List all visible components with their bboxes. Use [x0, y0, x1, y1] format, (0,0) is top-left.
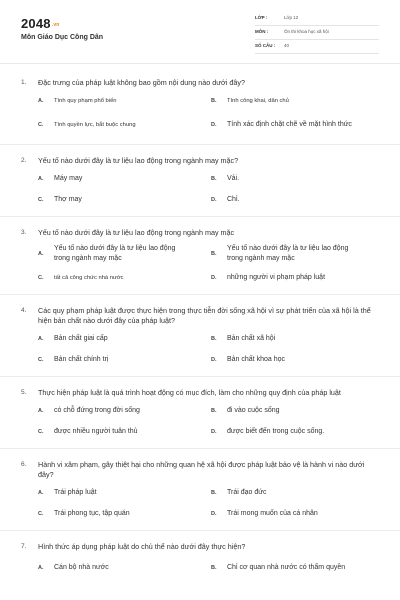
question-6 — [0, 460, 400, 531]
option-row — [0, 485, 400, 501]
question-separator — [0, 530, 400, 531]
question-7 — [0, 542, 400, 579]
option-text: Trái phong tục, tập quán — [54, 510, 130, 517]
option-text: Trái đạo đức — [227, 489, 267, 496]
option-letter: C. — [38, 122, 44, 128]
option-text: tất cả công chức nhà nước — [54, 275, 124, 281]
option-d[interactable] — [211, 352, 351, 368]
option-letter: C. — [38, 511, 44, 517]
meta-value: 40 — [284, 43, 290, 48]
option-c[interactable] — [38, 192, 178, 208]
question-number: 5. — [21, 389, 27, 396]
option-text: đi vào cuộc sống — [227, 407, 280, 414]
option-letter: D. — [211, 197, 217, 203]
option-a[interactable] — [38, 93, 178, 109]
option-letter: C. — [38, 197, 44, 203]
option-letter: D. — [211, 511, 217, 517]
option-letter: C. — [38, 429, 44, 435]
option-letter: B. — [211, 98, 217, 104]
option-text: Trái pháp luật — [54, 489, 97, 496]
option-letter: A. — [38, 490, 44, 496]
option-row — [0, 270, 400, 286]
option-text: Bản chất khoa học — [227, 356, 285, 363]
question-separator — [0, 294, 400, 295]
question-list — [0, 78, 400, 590]
option-b[interactable] — [211, 171, 351, 187]
option-a[interactable] — [38, 331, 178, 347]
option-letter: D. — [211, 357, 217, 363]
option-letter: A. — [38, 336, 44, 342]
option-c[interactable] — [38, 424, 178, 440]
option-b[interactable] — [211, 243, 351, 265]
option-d[interactable] — [211, 192, 351, 208]
question-number: 4. — [21, 307, 27, 314]
option-c[interactable] — [38, 352, 178, 368]
option-letter: D. — [211, 429, 217, 435]
option-text: Chỉ. — [227, 196, 240, 203]
option-text: Yếu tố nào dưới đây là tư liệu lao động trong ngành may mặc — [54, 245, 176, 262]
meta-label: LỚP : — [255, 15, 268, 20]
option-text: Cán bộ nhà nước — [54, 564, 109, 571]
option-row — [0, 93, 400, 109]
question-number: 2. — [21, 157, 27, 164]
header-divider — [0, 63, 400, 64]
question-number: 7. — [21, 543, 27, 550]
option-letter: B. — [211, 408, 217, 414]
option-row — [0, 171, 400, 187]
option-letter: A. — [38, 176, 44, 182]
option-text: có chỗ đứng trong đời sống — [54, 407, 140, 414]
option-a[interactable] — [38, 403, 178, 419]
question-text-wrap — [0, 460, 400, 480]
option-d[interactable] — [211, 270, 351, 286]
question-separator — [0, 376, 400, 377]
question-separator — [0, 216, 400, 217]
option-text: Chỉ cơ quan nhà nước có thẩm quyền — [227, 564, 346, 571]
option-letter: B. — [211, 565, 217, 571]
option-row — [0, 403, 400, 419]
option-letter: B. — [211, 490, 217, 496]
meta-value: Ôn thi khoa học xã hội — [284, 29, 329, 34]
question-text-wrap — [0, 388, 400, 398]
logo-text: 2048 — [21, 16, 51, 31]
option-letter: C. — [38, 275, 44, 281]
question-text-wrap — [0, 306, 400, 326]
option-text: Yếu tố nào dưới đây là tư liệu lao động trong ngành may mặc — [227, 245, 349, 262]
option-letter: D. — [211, 122, 217, 128]
option-b[interactable] — [211, 93, 351, 109]
option-letter: B. — [211, 336, 217, 342]
question-text-wrap — [0, 156, 400, 166]
option-row — [0, 352, 400, 368]
option-d[interactable] — [211, 506, 351, 522]
meta-value: Lớp 12 — [284, 15, 299, 20]
option-letter: B. — [211, 176, 217, 182]
option-b[interactable] — [211, 557, 351, 579]
question-number: 3. — [21, 229, 27, 236]
option-text: Bản chất xã hội — [227, 335, 276, 342]
question-text-wrap — [0, 542, 400, 552]
option-row — [0, 424, 400, 440]
question-1 — [0, 78, 400, 145]
question-text: Yếu tố nào dưới đây là tư liệu lao động trong ngành may mặc? — [38, 156, 239, 165]
option-a[interactable] — [38, 243, 178, 265]
subject-title: Môn Giáo Dục Công Dân — [21, 34, 104, 41]
question-number: 6. — [21, 461, 27, 468]
question-5 — [0, 388, 400, 449]
option-row — [0, 557, 400, 579]
option-a[interactable] — [38, 557, 178, 579]
option-text: được nhiều người tuân thủ — [54, 428, 138, 435]
option-c[interactable] — [38, 506, 178, 522]
option-text: Tính công khai, dân chủ — [227, 98, 289, 104]
option-b[interactable] — [211, 403, 351, 419]
option-row — [0, 506, 400, 522]
option-text: Bản chất giai cấp — [54, 335, 108, 342]
question-text-wrap — [0, 78, 400, 88]
option-a[interactable] — [38, 171, 178, 187]
option-b[interactable] — [211, 331, 351, 347]
question-3 — [0, 228, 400, 295]
option-letter: C. — [38, 357, 44, 363]
question-text-wrap — [0, 228, 400, 238]
meta-label: SỐ CÂU : — [255, 43, 276, 48]
option-d[interactable] — [211, 114, 351, 136]
option-text: Trái mong muốn của cá nhân — [227, 510, 318, 517]
option-letter: A. — [38, 251, 44, 257]
option-letter: A. — [38, 408, 44, 414]
meta-class — [255, 13, 379, 26]
logo-suffix: .vn — [51, 22, 60, 28]
option-text: được biết đến trong cuộc sống. — [227, 428, 325, 435]
option-row — [0, 114, 400, 136]
meta-label: MÔN : — [255, 29, 269, 34]
option-c[interactable] — [38, 114, 178, 136]
option-text: Thợ may — [54, 196, 82, 203]
option-text: Tính quyền lực, bắt buộc chung — [54, 122, 136, 128]
option-text: Tính xác định chặt chẽ về mặt hình thức — [227, 121, 352, 128]
option-text: Vải. — [227, 175, 240, 182]
option-text: Tính quy phạm phổ biến — [54, 98, 117, 104]
option-letter: A. — [38, 565, 44, 571]
question-separator — [0, 448, 400, 449]
option-row — [0, 331, 400, 347]
option-row — [0, 192, 400, 208]
option-d[interactable] — [211, 424, 351, 440]
option-text: những người vi phạm pháp luật — [227, 274, 326, 281]
question-text: Các quy phạm pháp luật được thực hiện trong thực tiễn đời sống xã hội vì sự phát triển của xã hội là thể hiện bản chất nào dưới đây của pháp luật? — [38, 306, 371, 325]
option-b[interactable] — [211, 485, 351, 501]
site-logo[interactable] — [21, 16, 60, 31]
question-text: Yếu tố nào dưới đây là tư liệu lao động trong ngành may mặc — [38, 228, 235, 237]
option-letter: A. — [38, 98, 44, 104]
meta-subject — [255, 27, 379, 40]
question-separator — [0, 144, 400, 145]
exam-header — [0, 0, 400, 62]
question-text: Thực hiện pháp luật là quá trình hoạt động có mục đích, làm cho những quy định của pháp luật — [38, 388, 341, 397]
question-text: Đặc trưng của pháp luật không bao gồm nội dung nào dưới đây? — [38, 78, 245, 87]
option-row — [0, 243, 400, 265]
option-letter: B. — [211, 251, 217, 257]
question-4 — [0, 306, 400, 377]
option-text: Bản chất chính trị — [54, 356, 109, 363]
question-2 — [0, 156, 400, 217]
option-text: Máy may — [54, 175, 83, 182]
option-letter: D. — [211, 275, 217, 281]
meta-question-count — [255, 41, 379, 54]
question-text: Hình thức áp dụng pháp luật do chủ thể nào dưới đây thực hiện? — [38, 542, 246, 551]
question-text: Hành vi xâm phạm, gây thiệt hại cho những quan hệ xã hội được pháp luật bảo vệ là hành vi nào dưới đây? — [38, 460, 365, 479]
option-c[interactable] — [38, 270, 178, 286]
option-a[interactable] — [38, 485, 178, 501]
question-number: 1. — [21, 79, 27, 86]
